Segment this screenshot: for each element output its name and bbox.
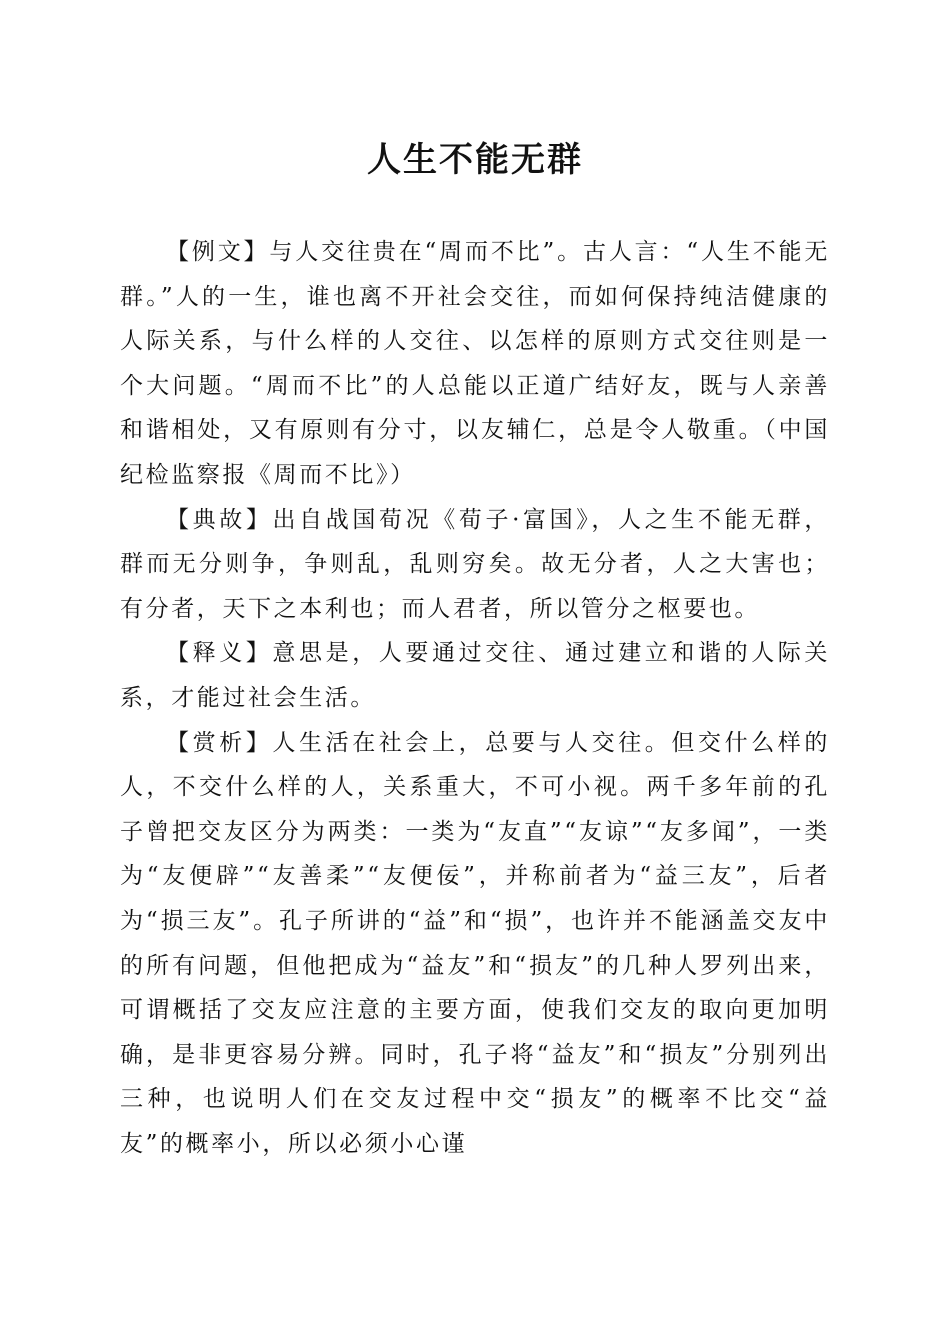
section-tag-example: 【例文】 <box>166 239 270 265</box>
section-text-example: 与人交往贵在“周而不比”。古人言：“人生不能无群。”人的一生，谁也离不开社会交往，而如何保持纯洁健康的人际关系，与什么样的人交往、以怎样的原则方式交往则是一个大问题。“周而不比”的人总能以正道广结好友，既与人亲善和谐相处，又有原则有分寸，以友辅仁，总是令人敬重。（中国纪检监察报《周而不比》） <box>120 239 830 488</box>
page-title: 人生不能无群 <box>367 140 583 180</box>
section-text-meaning: 意思是，人要通过交往、通过建立和谐的人际关系，才能过社会生活。 <box>120 640 830 711</box>
section-tag-meaning: 【释义】 <box>166 640 273 667</box>
section-tag-allusion: 【典故】 <box>166 506 273 533</box>
paragraph-example <box>120 230 830 498</box>
paragraph-allusion <box>120 498 830 632</box>
paragraph-appreciation <box>120 721 830 1167</box>
section-text-appreciation: 人生活在社会上，总要与人交往。但交什么样的人，不交什么样的人，关系重大，不可小视。两千多年前的孔子曾把交友区分为两类：一类为“友直”“友谅”“友多闻”，一类为“友便辟”“友善柔”“友便佞”，并称前者为“益三友”，后者为“损三友”。孔子所讲的“益”和“损”，也许并不能涵盖交友中的所有问题，但他把成为“益友”和“损友”的几种人罗列出来，可谓概括了交友应注意的主要方面，使我们交友的取向更加明确，是非更容易分辨。同时，孔子将“益友”和“损友”分别列出三种，也说明人们在交友过程中交“损友”的概率不比交“益友”的概率小，所以必须小心谨 <box>120 729 830 1157</box>
document-body <box>120 230 830 1166</box>
section-text-allusion: 出自战国荀况《荀子·富国》，人之生不能无群，群而无分则争，争则乱，乱则穷矣。故无分者，人之大害也；有分者，天下之本利也；而人君者，所以管分之枢要也。 <box>120 506 830 622</box>
paragraph-meaning <box>120 631 830 720</box>
section-tag-appreciation: 【赏析】 <box>166 729 273 756</box>
